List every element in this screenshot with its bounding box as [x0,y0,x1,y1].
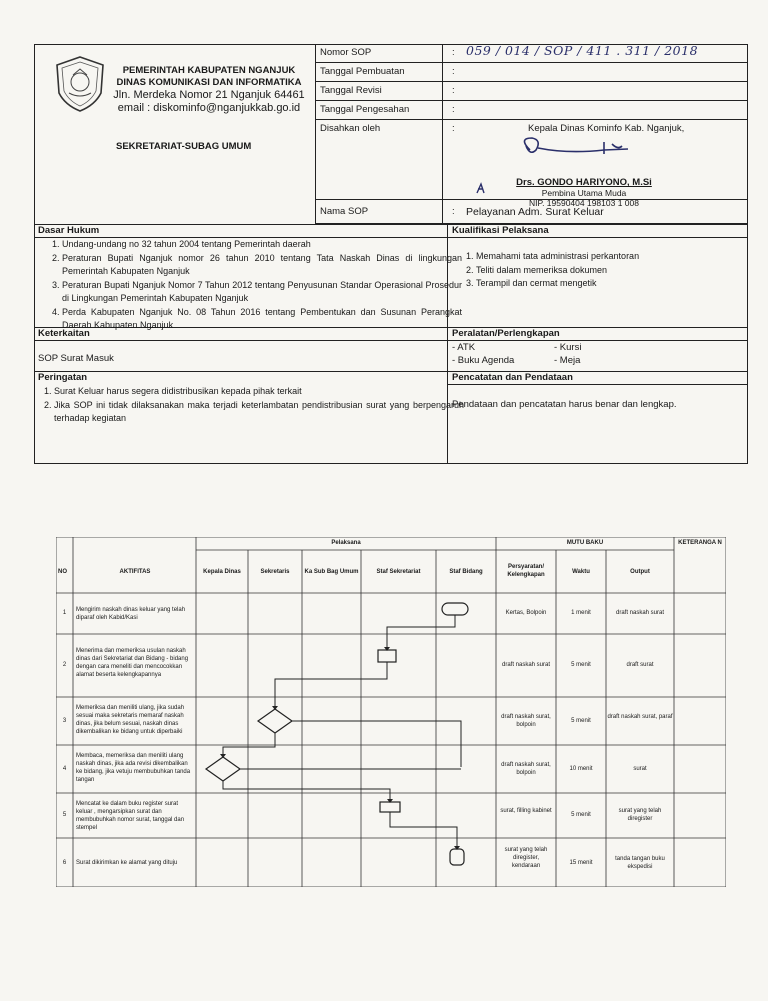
pencatatan-divider [447,384,748,385]
mutu-waktu: Waktu [572,569,590,575]
peralatan-item: - Meja [554,355,581,366]
actor-staf-sekretariat: Staf Sekretariat [376,569,421,575]
peringatan-title: Peringatan [38,372,88,383]
kualifikasi-title: Kualifikasi Pelaksana [452,225,549,236]
dasar-hukum-item: 3. Peraturan Bupati Nganjuk Nomor 7 Tahun 2012 tentang Penyusunan Standar Operasional Prosedur di Lingkungan Pemerintah Kabupaten Nganjuk [62,279,462,306]
start-terminator [442,603,468,615]
kualifikasi-item: 3. Terampil dan cermat mengetik [476,277,766,291]
section-divider [34,371,748,372]
keterkaitan-divider [34,340,748,341]
row-activity: Membaca, memeriksa dan meniliti ulang naskah dinas, jika ada revisi dikembalikan ke bidang, jika vetuju membubuhkan tanda tangan [76,753,191,783]
dasar-hukum-title: Dasar Hukum [38,225,100,236]
nomor-sop-value: 059 / 014 / SOP / 411 . 311 / 2018 [466,43,699,58]
process-box [378,650,396,662]
keterkaitan-value: SOP Surat Masuk [38,353,114,364]
colon: : [452,123,455,134]
row-time: 5 menit [571,718,591,724]
row-no: 5 [62,812,67,818]
row-no: 4 [62,766,67,772]
kabupaten-nganjuk-seal-icon [51,55,109,113]
row-time: 15 menit [569,860,593,866]
label-disahkan-oleh: Disahkan oleh [320,123,381,134]
row-activity: Surat dikirimkan ke alamat yang dituju [76,860,178,866]
kualifikasi-item: 2. Teliti dalam memeriksa dokumen [476,264,766,278]
dasar-hukum-list [40,238,462,333]
peringatan-item: 1. Surat Keluar harus segera didistribusikan kepada pihak terkait [54,385,464,399]
row-requirement: Kertas, Bolpoin [505,610,547,616]
row-time: 5 menit [571,812,591,818]
pencatatan-value: Pendataan dan pencatatan harus benar dan lengkap. [452,399,677,410]
label-tanggal-pengesahan: Tanggal Pengesahan [320,104,410,115]
label-nama-sop: Nama SOP [320,206,369,217]
pencatatan-title: Pencatatan dan Pendataan [452,372,573,383]
row-output: draft naskah surat, paraf [607,714,673,720]
row-requirement: surat, filling kabinet [500,808,552,814]
keterkaitan-title: Keterkaitan [38,328,90,339]
header-keterangan: KETERANGA N [678,540,722,546]
peralatan-item: - Buku Agenda [452,355,515,366]
decision-diamond [206,757,240,781]
colon: : [452,85,455,96]
org-line-1: PEMERINTAH KABUPATEN NGANJUK [122,65,296,76]
process-box [380,802,400,812]
meta-divider [315,119,748,120]
peralatan-item: - ATK [452,342,476,353]
kualifikasi-divider [447,237,748,238]
row-output: tanda tangan buku ekspedisi [615,856,665,870]
row-activity: Mengirim naskah dinas keluar yang telah diparaf oleh Kabid/Kasi [76,607,186,621]
peringatan-item: 2. Jika SOP ini tidak dilaksanakan maka terjadi keterlambatan pendistribusian surat yang berpengaruh terhadap kegiatan [54,399,464,426]
colon: : [452,206,455,217]
meta-divider [315,100,748,101]
row-time: 1 menit [571,610,591,616]
row-output: draft naskah surat [615,610,665,616]
row-no: 1 [62,610,67,616]
row-no: 2 [62,662,67,668]
header-aktifitas: AKTIFITAS [119,569,151,575]
initial-mark-icon [475,182,487,194]
dasar-hukum-item: 4. Perda Kabupaten Nganjuk No. 08 Tahun 2016 tentang Pembentukan dan Susunan Perangkat Daerah Kabupaten Nganjuk [62,306,462,333]
actor-sekretaris: Sekretaris [260,569,290,575]
peralatan-item: - Kursi [554,342,582,353]
decision-diamond [258,709,292,733]
org-email: email : diskominfo@nganjukkab.go.id [117,102,301,114]
signer-nip: NIP. 19590404 198103 1 008 [529,198,639,208]
dasar-hukum-item: 2. Peraturan Bupati Nganjuk nomor 26 tahun 2010 tentang Tata Naskah Dinas di lingkungan Pemerintah Kabupaten Nganjuk [62,252,462,279]
disahkan-value: Kepala Dinas Kominfo Kab. Nganjuk, [528,123,685,134]
row-requirement: draft naskah surat, bolpoin [501,714,551,728]
row-requirement: surat yang telah diregister, kendaraan [504,847,548,869]
org-address: Jln. Merdeka Nomor 21 Nganjuk 64461 [113,89,305,101]
row-time: 10 menit [569,766,593,772]
sop-document [34,44,748,464]
actor-ka-sub-bag: Ka Sub Bag Umum [304,569,359,575]
row-no: 6 [62,860,67,866]
dasar-hukum-item: 1. Undang-undang no 32 tahun 2004 tentang Pemerintah daerah [62,238,462,252]
actor-staf-bidang: Staf Bidang [449,569,483,575]
header-no: NO [58,569,67,575]
mutu-persyaratan: Persyaratan/ Kelengkapan [507,564,545,578]
meta-col-divider [442,44,443,224]
nama-sop-value: Pelayanan Adm. Surat Keluar [466,206,604,218]
header-pelaksana: Pelaksana [331,540,361,546]
label-tanggal-revisi: Tanggal Revisi [320,85,382,96]
row-time: 5 menit [571,662,591,668]
kualifikasi-item: 1. Memahami tata administrasi perkantoran [476,250,766,264]
header-mutu-baku: MUTU BAKU [566,540,604,546]
meta-divider [315,62,748,63]
row-activity: Memeriksa dan meniliti ulang, jika sudah sesuai maka sekretaris memaraf naskah dinas, jika belum sesuai, naskah dinas dikembalikan ke bidang untuk diperbaiki [76,705,185,735]
row-output: surat yang telah diregister [618,808,662,822]
org-line-2: DINAS KOMUNIKASI DAN INFORMATIKA [116,77,302,88]
signer-name: Drs. GONDO HARIYONO, M.Si [516,177,652,188]
row-no: 3 [62,718,67,724]
colon: : [452,47,455,58]
label-tanggal-pembuatan: Tanggal Pembuatan [320,66,405,77]
signature-icon [508,132,658,162]
section-divider [34,224,748,225]
signer-rank: Pembina Utama Muda [541,188,627,198]
kualifikasi-list [454,250,766,291]
label-nomor-sop: Nomor SOP [320,47,372,58]
colon: : [452,66,455,77]
peringatan-list [32,385,464,426]
end-terminator [450,849,464,865]
colon: : [452,104,455,115]
row-activity: Mencatat ke dalam buku register surat keluar , mengarsipkan surat dan membubuhkah nomor surat, tanggal dan stempel [76,801,185,831]
row-requirement: draft naskah surat [501,662,551,668]
peralatan-title: Peralatan/Perlengkapan [452,328,560,339]
meta-divider [315,81,748,82]
actor-kepala-dinas: Kepala Dinas [203,569,241,575]
row-output: draft surat [626,662,654,668]
row-output: surat [633,766,647,772]
row-activity: Menerima dan memeriksa usulan naskah dinas dari Sekretariat dan Bidang - bidang dengan cara meneliti dan mencocokkan alamat beserta kelengkapannya [76,648,189,678]
mutu-output: Output [630,569,650,575]
unit-title: SEKRETARIAT-SUBAG UMUM [116,141,252,152]
sop-flowchart [56,537,726,887]
row-requirement: draft naskah surat, bolpoin [501,762,551,776]
